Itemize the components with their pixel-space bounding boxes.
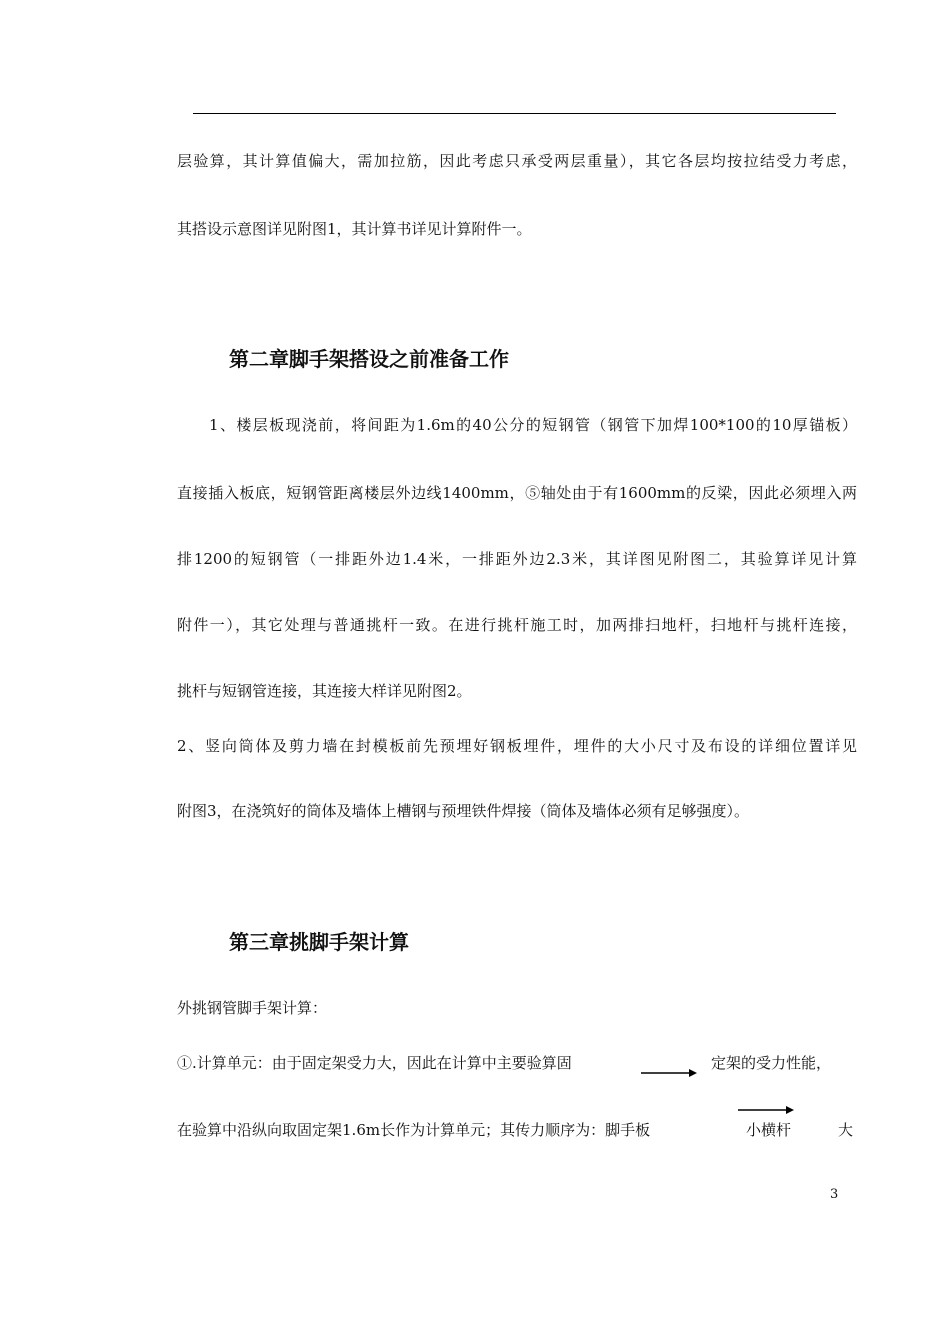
- text-line: 外挑钢管脚手架计算：: [177, 999, 328, 1017]
- text-line: 附件一），其它处理与普通挑杆一致。在进行挑杆施工时，加两排扫地杆，扫地杆与挑杆连接，: [177, 616, 857, 634]
- text-line: 挑杆与短钢管连接，其连接大样详见附图2。: [177, 682, 472, 700]
- text-line: 层验算，其计算值偏大，需加拉筋，因此考虑只承受两层重量），其它各层均按拉结受力考虑，: [177, 152, 857, 170]
- text-segment: ①.计算单元：由于固定架受力大，因此在计算中主要验算固: [177, 1054, 572, 1072]
- chapter-heading: 第二章脚手架搭设之前准备工作: [229, 347, 509, 371]
- text-segment: 小横杆: [746, 1121, 792, 1139]
- text-line: 其搭设示意图详见附图1，其计算书详见计算附件一。: [177, 220, 532, 238]
- right-arrow-icon: [640, 1066, 698, 1080]
- page-number: 3: [830, 1187, 839, 1202]
- text-line: 1、楼层板现浇前，将间距为1.6m的40公分的短钢管（钢管下加焊100*100的10厚锚板）: [209, 416, 857, 434]
- text-line: 2、竖向筒体及剪力墙在封模板前先预埋好钢板埋件，埋件的大小尺寸及布设的详细位置详见: [177, 737, 857, 755]
- text-segment: 大: [838, 1121, 854, 1139]
- chapter-heading: 第三章挑脚手架计算: [229, 930, 409, 954]
- text-line: 直接插入板底，短钢管距离楼层外边线1400mm，⑤轴处由于有1600mm的反梁，因此必须埋入两: [177, 484, 857, 502]
- header-rule: [193, 113, 836, 114]
- text-segment: 在验算中沿纵向取固定架1.6m长作为计算单元；其传力顺序为：脚手板: [177, 1121, 651, 1139]
- text-segment: 定架的受力性能，: [711, 1054, 832, 1072]
- right-arrow-icon: [737, 1103, 795, 1117]
- text-line: 排1200的短钢管（一排距外边1.4米，一排距外边2.3米，其详图见附图二，其验算详见计算: [177, 550, 857, 568]
- text-line: 附图3，在浇筑好的筒体及墙体上槽钢与预埋铁件焊接（筒体及墙体必须有足够强度）。: [177, 802, 750, 820]
